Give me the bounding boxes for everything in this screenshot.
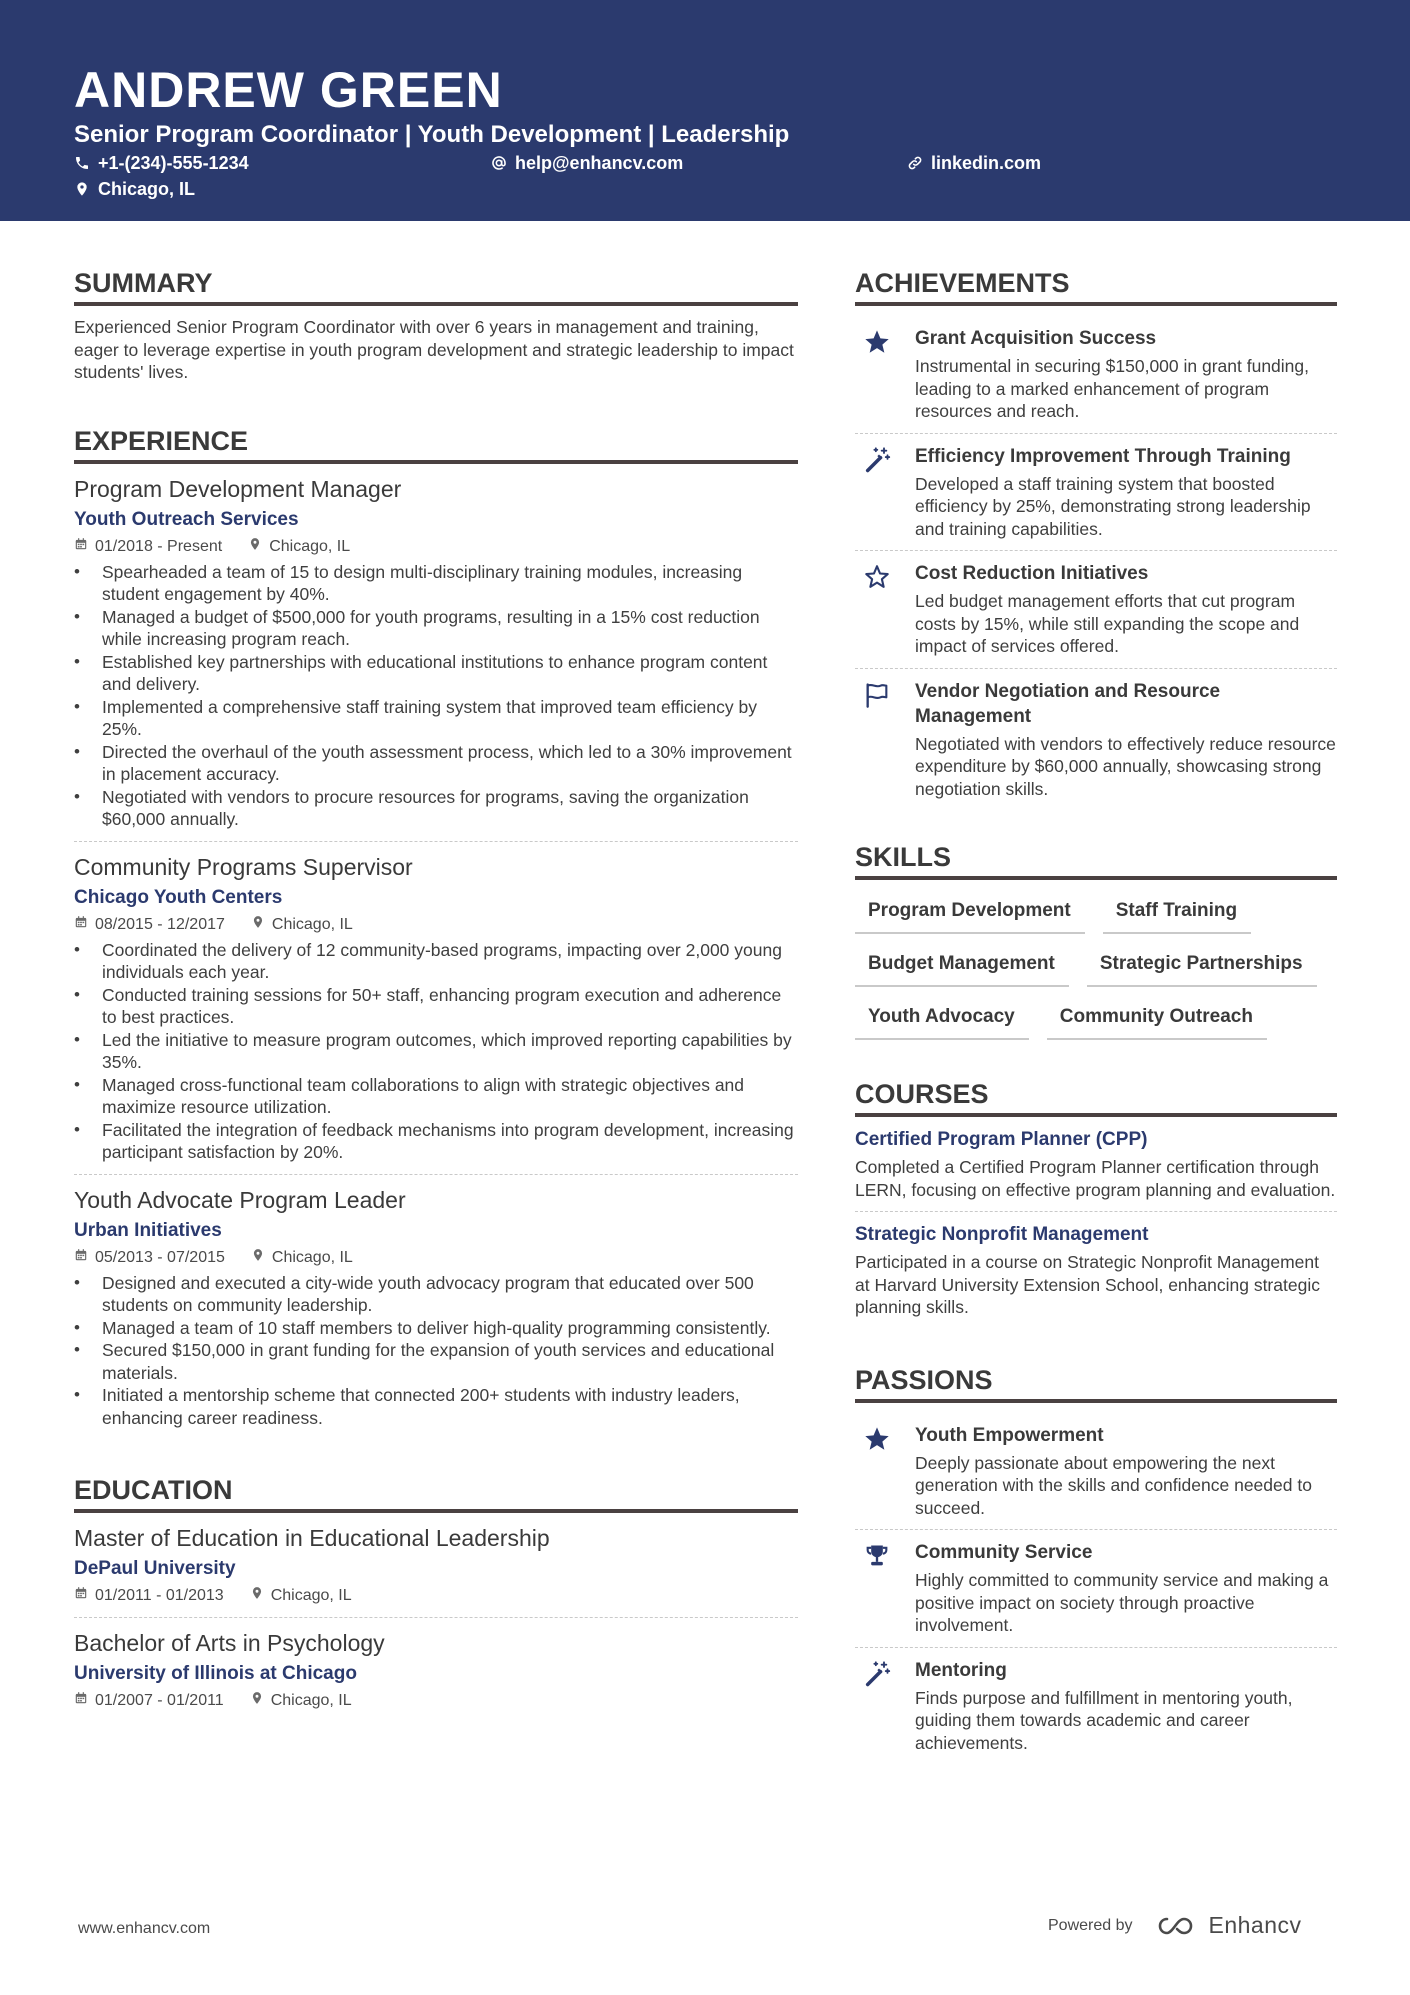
bullet-item: • Conducted training sessions for 50+ staff, enhancing program execution and adherence to best practices.: [74, 984, 798, 1029]
bullet-item: • Negotiated with vendors to procure resources for programs, saving the organization $60,000 annually.: [74, 786, 798, 831]
at-icon: [491, 155, 507, 171]
course-entry: [855, 1211, 1337, 1329]
job-bullets: [74, 561, 798, 831]
school-name: University of Illinois at Chicago: [74, 1663, 357, 1684]
flag-icon: [863, 696, 891, 713]
location-pin-icon: [250, 1690, 264, 1712]
job-meta: [74, 536, 798, 558]
bullet-item: • Facilitated the integration of feedback mechanisms into program development, increasing participant satisfaction by 20%.: [74, 1119, 798, 1164]
education-dates: [74, 1585, 224, 1607]
bullet-item: • Managed a team of 10 staff members to deliver high-quality programming consistently.: [74, 1317, 798, 1340]
phone-text: +1-(234)-555-1234: [98, 153, 249, 173]
skill-tag: Staff Training: [1103, 890, 1251, 934]
experience-entry: [74, 841, 798, 1174]
entry-description: Negotiated with vendors to effectively reduce resource expenditure by $60,000 annually, showcasing strong negotiation skills.: [915, 733, 1336, 799]
entry-icon-wrap: [855, 679, 915, 801]
job-dates-text: 05/2013 - 07/2015: [95, 1248, 225, 1266]
achievement-entry: [855, 433, 1337, 551]
entry-body: [915, 679, 1337, 801]
location-text: Chicago, IL: [98, 179, 196, 199]
job-dates-text: 01/2018 - Present: [95, 537, 223, 555]
contact-phone[interactable]: [74, 152, 249, 174]
course-title: Certified Program Planner (CPP): [855, 1129, 1148, 1150]
contact-linkedin[interactable]: [907, 152, 1041, 174]
contact-location: [74, 178, 195, 200]
course-entry: [855, 1127, 1337, 1211]
achievement-entry: [855, 316, 1337, 433]
job-dates: [74, 536, 222, 558]
bullet-item: • Managed cross-functional team collaborations to align with strategic objectives and maximize resource utilization.: [74, 1074, 798, 1119]
right-column: [855, 266, 1337, 1764]
calendar-icon: [74, 1690, 88, 1712]
section-title-skills: SKILLS: [855, 840, 1337, 880]
course-description: Participated in a course on Strategic Nonprofit Management at Harvard University Extension School, enhancing strategic planning skills.: [855, 1252, 1320, 1317]
entry-icon-wrap: [855, 1658, 915, 1755]
section-title-achievements: ACHIEVEMENTS: [855, 266, 1337, 306]
section-title-passions: PASSIONS: [855, 1363, 1337, 1403]
experience-section: [74, 424, 798, 1440]
passion-entry: [855, 1413, 1337, 1530]
entry-title: Cost Reduction Initiatives: [915, 563, 1149, 584]
education-meta: [74, 1690, 798, 1712]
calendar-icon: [74, 914, 88, 936]
job-location: [251, 1247, 353, 1269]
calendar-icon: [74, 536, 88, 558]
bullet-item: • Led the initiative to measure program outcomes, which improved reporting capabilities by 35%.: [74, 1029, 798, 1074]
star-solid-icon: [863, 1440, 891, 1457]
section-title-summary: SUMMARY: [74, 266, 798, 306]
job-meta: [74, 1247, 798, 1269]
education-dates-text: 01/2011 - 01/2013: [95, 1587, 224, 1604]
entry-description: Finds purpose and fulfillment in mentoring youth, guiding them towards academic and career achievements.: [915, 1687, 1293, 1753]
footer-branding: [1048, 1912, 1302, 1939]
magic-wand-icon: [863, 1675, 891, 1692]
bullet-item: • Coordinated the delivery of 12 community-based programs, impacting over 2,000 young individuals each year.: [74, 939, 798, 984]
courses-section: [855, 1077, 1337, 1329]
phone-icon: [74, 155, 90, 171]
bullet-item: • Designed and executed a city-wide youth advocacy program that educated over 500 students on community leadership.: [74, 1272, 798, 1317]
link-icon: [907, 155, 923, 171]
job-meta: [74, 914, 798, 936]
entry-title: Youth Empowerment: [915, 1424, 1104, 1446]
enhancv-logo[interactable]: [1155, 1912, 1302, 1939]
left-column: [74, 266, 798, 1722]
entry-icon-wrap: [855, 561, 915, 658]
passion-entry: [855, 1647, 1337, 1765]
entry-body: [915, 326, 1337, 423]
degree-title: Master of Education in Educational Leadership: [74, 1525, 550, 1551]
entry-description: Highly committed to community service and making a positive impact on society through proactive involvement.: [915, 1570, 1329, 1635]
entry-title: Grant Acquisition Success: [915, 328, 1157, 349]
entry-icon-wrap: [855, 1423, 915, 1520]
section-title-education: EDUCATION: [74, 1473, 798, 1513]
job-location: [251, 914, 353, 936]
skill-tag: Program Development: [855, 890, 1085, 934]
powered-by-text: Powered by: [1048, 1916, 1133, 1934]
contact-email[interactable]: [491, 152, 683, 174]
entry-description: Deeply passionate about empowering the next generation with the skills and confidence needed to succeed.: [915, 1452, 1312, 1518]
job-bullets: [74, 939, 798, 1164]
email-text: help@enhancv.com: [515, 153, 684, 173]
location-pin-icon: [251, 1247, 265, 1269]
entry-description: Developed a staff training system that boosted efficiency by 25%, demonstrating strong leadership and training capabilities.: [915, 473, 1311, 539]
job-location: [248, 536, 350, 558]
passion-entry: [855, 1529, 1337, 1647]
education-entry: [74, 1523, 798, 1617]
location-pin-icon: [248, 536, 262, 558]
education-meta: [74, 1585, 798, 1607]
education-location: [250, 1690, 352, 1712]
entry-body: [915, 1658, 1337, 1755]
entry-body: [915, 561, 1337, 658]
entry-icon-wrap: [855, 326, 915, 423]
education-location-text: Chicago, IL: [270, 1692, 352, 1709]
entry-title: Vendor Negotiation and Resource Management: [915, 680, 1221, 727]
job-company: Urban Initiatives: [74, 1219, 222, 1241]
location-pin-icon: [251, 914, 265, 936]
experience-entry: [74, 474, 798, 841]
entry-body: [915, 1423, 1337, 1520]
entry-description: Led budget management efforts that cut program costs by 15%, while still expanding the scope and impact of services offered.: [915, 591, 1300, 656]
summary-text: Experienced Senior Program Coordinator with over 6 years in management and training, eager to leverage expertise in youth program development and strategic leadership to impact students' lives.: [74, 317, 794, 382]
job-company: Chicago Youth Centers: [74, 886, 283, 908]
bullet-item: • Managed a budget of $500,000 for youth programs, resulting in a 15% cost reduction while increasing program reach.: [74, 606, 798, 651]
skill-tag: Community Outreach: [1047, 996, 1267, 1040]
job-company: Youth Outreach Services: [74, 508, 299, 530]
calendar-icon: [74, 1247, 88, 1269]
job-dates-text: 08/2015 - 12/2017: [95, 915, 225, 933]
magic-wand-icon: [863, 461, 891, 478]
entry-title: Mentoring: [915, 1659, 1007, 1681]
entry-title: Community Service: [915, 1542, 1093, 1563]
job-dates: [74, 1247, 225, 1269]
entry-icon-wrap: [855, 444, 915, 541]
bullet-item: • Implemented a comprehensive staff training system that improved team efficiency by 25%.: [74, 696, 798, 741]
location-pin-icon: [74, 181, 90, 197]
star-solid-icon: [863, 343, 891, 360]
entry-icon-wrap: [855, 1540, 915, 1637]
bullet-item: • Directed the overhaul of the youth assessment process, which led to a 30% improvement in placement accuracy.: [74, 741, 798, 786]
education-dates: [74, 1690, 224, 1712]
skill-tag: Strategic Partnerships: [1087, 943, 1317, 987]
trophy-icon: [863, 1557, 891, 1574]
skills-section: [855, 840, 1337, 1049]
job-title: Program Development Manager: [74, 475, 402, 502]
education-location-text: Chicago, IL: [270, 1587, 352, 1604]
passions-section: [855, 1363, 1337, 1765]
infinity-logo-icon: [1155, 1914, 1201, 1938]
bullet-item: • Spearheaded a team of 15 to design multi-disciplinary training modules, increasing student engagement by 40%.: [74, 561, 798, 606]
achievement-entry: [855, 668, 1337, 811]
resume-header: [0, 0, 1410, 221]
education-dates-text: 01/2007 - 01/2011: [95, 1692, 224, 1709]
job-location-text: Chicago, IL: [271, 1248, 353, 1266]
job-dates: [74, 914, 225, 936]
location-pin-icon: [250, 1585, 264, 1607]
job-title: Community Programs Supervisor: [74, 853, 413, 880]
section-title-courses: COURSES: [855, 1077, 1337, 1117]
course-title: Strategic Nonprofit Management: [855, 1224, 1149, 1245]
achievement-entry: [855, 550, 1337, 668]
skill-tag: Budget Management: [855, 943, 1069, 987]
calendar-icon: [74, 1585, 88, 1607]
entry-description: Instrumental in securing $150,000 in grant funding, leading to a marked enhancement of program resources and reach.: [915, 356, 1310, 421]
brand-name: Enhancv: [1208, 1912, 1302, 1938]
candidate-subtitle: Senior Program Coordinator | Youth Development | Leadership: [74, 121, 790, 148]
education-section: [74, 1473, 798, 1722]
achievements-section: [855, 266, 1337, 810]
course-description: Completed a Certified Program Planner certification through LERN, focusing on effective program planning and evaluation.: [855, 1157, 1336, 1200]
section-title-experience: EXPERIENCE: [74, 424, 798, 464]
candidate-name: ANDREW GREEN: [74, 62, 503, 118]
job-location-text: Chicago, IL: [271, 915, 353, 933]
job-location-text: Chicago, IL: [269, 537, 351, 555]
bullet-item: • Initiated a mentorship scheme that connected 200+ students with industry leaders, enhancing career readiness.: [74, 1384, 798, 1429]
degree-title: Bachelor of Arts in Psychology: [74, 1630, 385, 1656]
star-outline-icon: [863, 578, 891, 595]
bullet-item: • Secured $150,000 in grant funding for the expansion of youth services and educational materials.: [74, 1339, 798, 1384]
education-entry: [74, 1617, 798, 1722]
entry-body: [915, 1540, 1337, 1637]
job-title: Youth Advocate Program Leader: [74, 1186, 406, 1213]
summary-section: [74, 266, 798, 384]
education-location: [250, 1585, 352, 1607]
entry-body: [915, 444, 1337, 541]
skill-tag: Youth Advocacy: [855, 996, 1029, 1040]
school-name: DePaul University: [74, 1558, 236, 1579]
footer-website[interactable]: www.enhancv.com: [78, 1920, 211, 1937]
bullet-item: • Established key partnerships with educational institutions to enhance program content and delivery.: [74, 651, 798, 696]
linkedin-text: linkedin.com: [931, 153, 1042, 173]
experience-entry: [74, 1174, 798, 1440]
job-bullets: [74, 1272, 798, 1430]
entry-title: Efficiency Improvement Through Training: [915, 445, 1291, 467]
